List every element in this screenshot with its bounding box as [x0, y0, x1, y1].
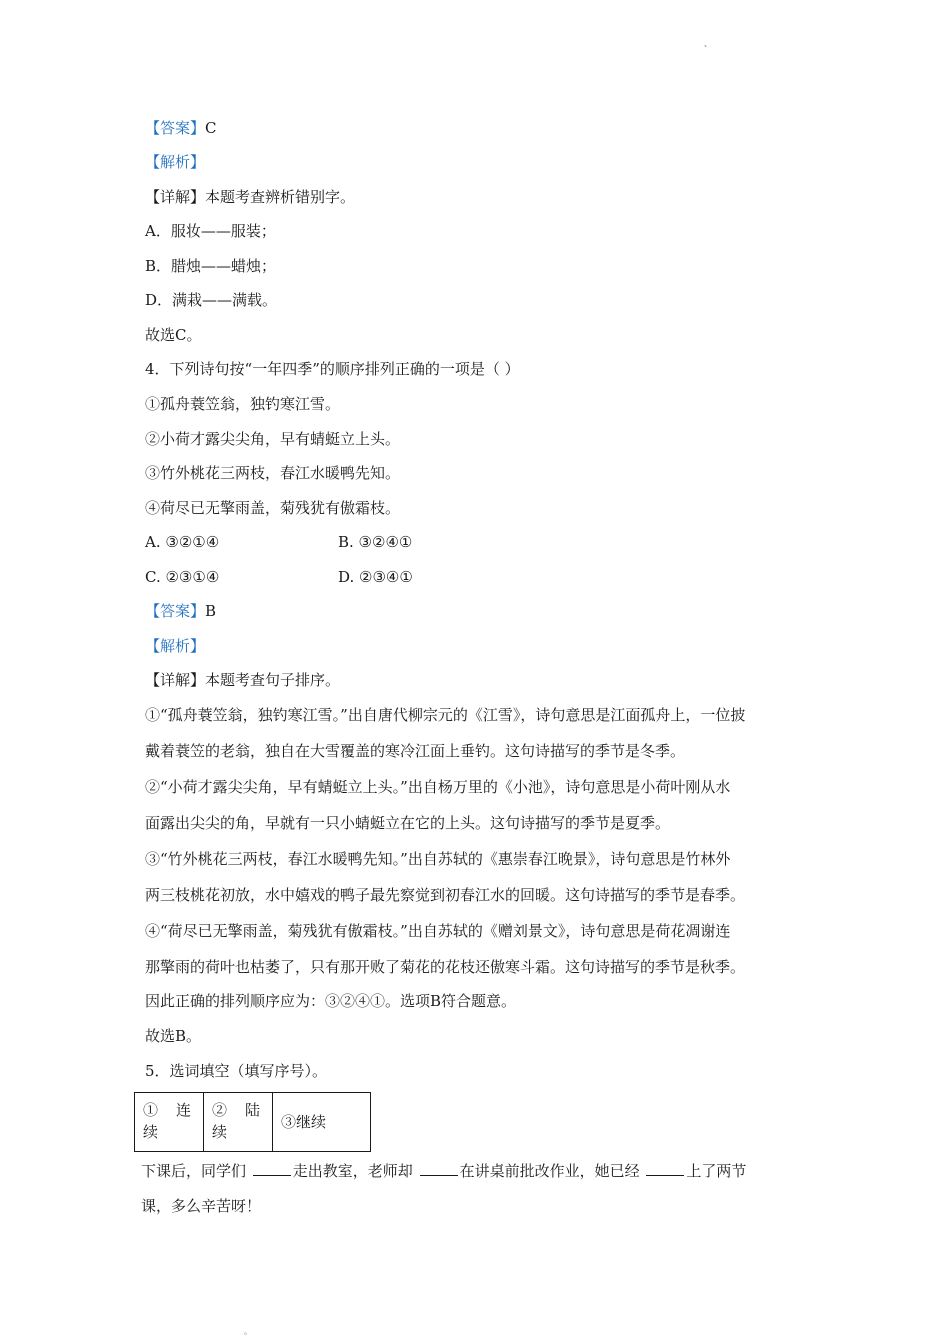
- q4-explanation-line: 那擎雨的荷叶也枯萎了，只有那开败了菊花的花枝还傲寒斗霜。这句诗描写的季节是秋季。: [145, 958, 746, 976]
- word-cell-1: [135, 1093, 204, 1152]
- fill-blank-1[interactable]: [253, 1161, 291, 1176]
- q3-line-a: A．服妆——服装；: [145, 222, 276, 240]
- q3-line-b: B．腊烛——蜡烛；: [145, 257, 277, 275]
- q3-analysis-tag: 【解析】: [145, 153, 206, 171]
- q3-answer: C: [205, 119, 217, 137]
- word-cell-3: [273, 1093, 371, 1152]
- q4-explanation-line: 两三枝桃花初放，水中嬉戏的鸭子最先察觉到初春江水的回暖。这句诗描写的季节是春季。: [145, 886, 746, 904]
- q4-answer: B: [205, 602, 217, 620]
- q4-poem-4: ④荷尽已无擎雨盖，菊残犹有傲霜枝。: [145, 499, 401, 517]
- q3-answer-tag: 【答案】: [145, 119, 206, 137]
- q4-analysis-tag: 【解析】: [145, 637, 206, 655]
- word-1-line-2: 续: [143, 1123, 159, 1141]
- q4-option-d: D. ②③④①: [338, 568, 413, 586]
- word-choice-table: [134, 1092, 371, 1152]
- q4-explanation-line: 因此正确的排列顺序应为：③②④①。选项B符合题意。: [145, 992, 517, 1010]
- q4-detail: 本题考查句子排序。: [205, 671, 341, 689]
- fill-blank-2[interactable]: [420, 1161, 458, 1176]
- q4-explanation-line: ④“荷尽已无擎雨盖，菊残犹有傲霜枝。”出自苏轼的《赠刘景文》，诗句意思是荷花凋谢连: [145, 922, 731, 940]
- q4-detail-line: [145, 670, 340, 690]
- q5-sentence-line-2: 课，多么辛苦呀！: [141, 1197, 262, 1215]
- q3-line-d: D．满栽——满载。: [145, 291, 278, 309]
- q4-explanation-line: ①“孤舟蓑笠翁，独钓寒江雪。”出自唐代柳宗元的《江雪》，诗句意思是江面孤舟上，一位披: [145, 706, 746, 724]
- q4-option-b: B. ③②④①: [338, 533, 413, 551]
- q5-question: 5．选词填空（填写序号）。: [145, 1062, 328, 1080]
- q3-answer-line: [145, 118, 217, 138]
- top-mark: 、: [704, 39, 712, 48]
- q4-conclusion: 故选B。: [145, 1027, 202, 1045]
- q4-poem-2: ②小荷才露尖尖角，早有蜻蜓立上头。: [145, 430, 401, 448]
- q4-poem-3: ③竹外桃花三两枝，春江水暖鸭先知。: [145, 464, 401, 482]
- bottom-mark: 。: [244, 1327, 252, 1336]
- q3-conclusion: 故选C。: [145, 326, 202, 344]
- word-3-label: ③继续: [281, 1113, 327, 1131]
- q4-explanation-line: ②“小荷才露尖尖角，早有蜻蜓立上头。”出自杨万里的《小池》，诗句意思是小荷叶刚从水: [145, 778, 731, 796]
- q4-option-c: C. ②③①④: [145, 568, 220, 586]
- q4-detail-tag: 【详解】: [145, 671, 206, 689]
- q4-poem-1: ①孤舟蓑笠翁，独钓寒江雪。: [145, 395, 341, 413]
- q4-question: 4．下列诗句按“一年四季”的顺序排列正确的一项是（ ）: [145, 360, 520, 378]
- fill-blank-3[interactable]: [646, 1161, 684, 1176]
- q4-explanation-line: 面露出尖尖的角，早就有一只小蜻蜓立在它的上头。这句诗描写的季节是夏季。: [145, 814, 671, 832]
- q5-sentence-line-1: 下课后，同学们 走出教室，老师却 在讲桌前批改作业，她已经 上了两节: [141, 1162, 747, 1180]
- q4-answer-tag: 【答案】: [145, 602, 206, 620]
- word-2-line-1: ②陆: [212, 1101, 260, 1119]
- q4-explanation-line: ③“竹外桃花三两枝，春江水暖鸭先知。”出自苏轼的《惠崇春江晚景》，诗句意思是竹林外: [145, 850, 731, 868]
- word-2-line-2: 续: [212, 1123, 228, 1141]
- word-1-line-1: ①连: [143, 1101, 191, 1119]
- q3-detail-line: [145, 187, 355, 207]
- q4-explanation-line: 戴着蓑笠的老翁，独自在大雪覆盖的寒冷江面上垂钓。这句诗描写的季节是冬季。: [145, 742, 686, 760]
- word-cell-2: [204, 1093, 273, 1152]
- q4-option-a: A. ③②①④: [145, 533, 220, 551]
- q4-answer-line: [145, 601, 216, 621]
- q3-detail: 本题考查辨析错别字。: [205, 188, 356, 206]
- q3-detail-tag: 【详解】: [145, 188, 206, 206]
